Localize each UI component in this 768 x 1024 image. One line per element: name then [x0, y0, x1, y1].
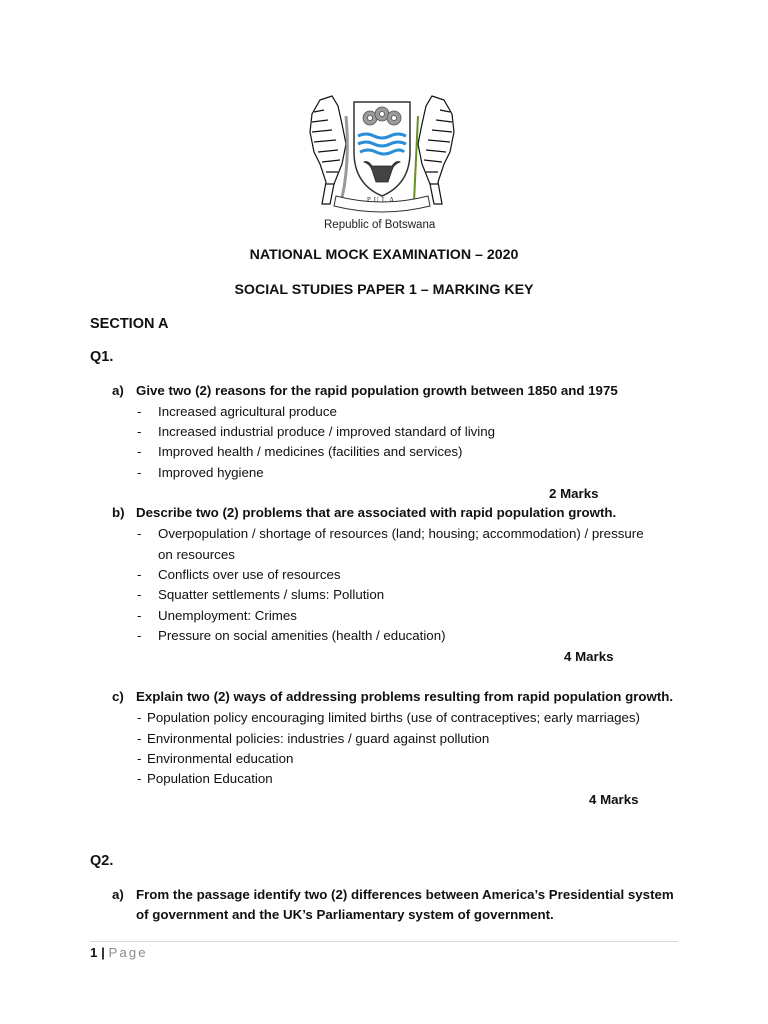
bullet-dash: - [137, 424, 142, 439]
bullet-dash: - [137, 526, 142, 541]
answer-text: Pressure on social amenities (health / education) [158, 628, 446, 643]
bullet-dash: - [137, 608, 142, 623]
footer-divider [90, 941, 678, 942]
answer-text: on resources [158, 547, 235, 562]
answer-text: Increased agricultural produce [158, 404, 337, 419]
answer-text: Population policy encouraging limited births (use of contraceptives; early marriages) [147, 710, 640, 725]
question-1b-text: Describe two (2) problems that are associated with rapid population growth. [136, 505, 617, 520]
bullet-dash: - [137, 710, 142, 725]
page-label: Page [108, 945, 148, 960]
answer-text: Environmental policies: industries / guard against pollution [147, 731, 490, 746]
exam-title: NATIONAL MOCK EXAMINATION – 2020 [249, 247, 519, 263]
question-1c-letter: c) [112, 689, 124, 704]
answer-text: Overpopulation / shortage of resources (land; housing; accommodation) / pressure [158, 526, 644, 541]
bullet-dash: - [137, 444, 142, 459]
right-zebra-icon [418, 96, 454, 204]
bullet-dash: - [137, 751, 142, 766]
answer-text: Conflicts over use of resources [158, 567, 341, 582]
marks-1a: 2 Marks [549, 486, 599, 501]
marks-1c: 4 Marks [589, 792, 639, 807]
answer-text: Environmental education [147, 751, 294, 766]
answer-text: Squatter settlements / slums: Pollution [158, 587, 385, 602]
coat-of-arms [302, 92, 462, 217]
answer-text: Unemployment: Crimes [158, 608, 297, 623]
question-1b-letter: b) [112, 505, 125, 520]
bullet-dash: - [137, 771, 142, 786]
motto-text: PULA [366, 196, 398, 204]
sorghum-stalk-icon [414, 116, 418, 202]
question-2a-text-line2: of government and the UK’s Parliamentary system of government. [136, 907, 554, 922]
bullet-dash: - [137, 404, 142, 419]
bullet-dash: - [137, 731, 142, 746]
bullet-dash: - [137, 465, 142, 480]
bullet-dash: - [137, 628, 142, 643]
bullet-dash: - [137, 567, 142, 582]
question-1a-text: Give two (2) reasons for the rapid population growth between 1850 and 1975 [136, 383, 618, 398]
answer-text: Population Education [147, 771, 273, 786]
bullet-dash: - [137, 587, 142, 602]
page-separator: | [101, 945, 105, 960]
question-1c-text: Explain two (2) ways of addressing problems resulting from rapid population growth. [136, 689, 674, 704]
question-1a-letter: a) [112, 383, 124, 398]
left-zebra-icon [310, 96, 346, 204]
question-2a-letter: a) [112, 887, 124, 902]
question-2a-text-line1: From the passage identify two (2) differences between America’s Presidential system [136, 887, 674, 902]
marks-1b: 4 Marks [564, 649, 614, 664]
paper-title: SOCIAL STUDIES PAPER 1 – MARKING KEY [234, 282, 534, 298]
crest-caption: Republic of Botswana [324, 219, 436, 231]
question-2-label: Q2. [90, 853, 114, 869]
page-footer [90, 945, 148, 960]
section-heading: SECTION A [90, 316, 169, 332]
answer-text: Increased industrial produce / improved standard of living [158, 424, 496, 439]
answer-text: Improved hygiene [158, 465, 264, 480]
page-number: 1 [90, 945, 98, 960]
question-1-label: Q1. [90, 349, 114, 365]
answer-text: Improved health / medicines (facilities and services) [158, 444, 463, 459]
